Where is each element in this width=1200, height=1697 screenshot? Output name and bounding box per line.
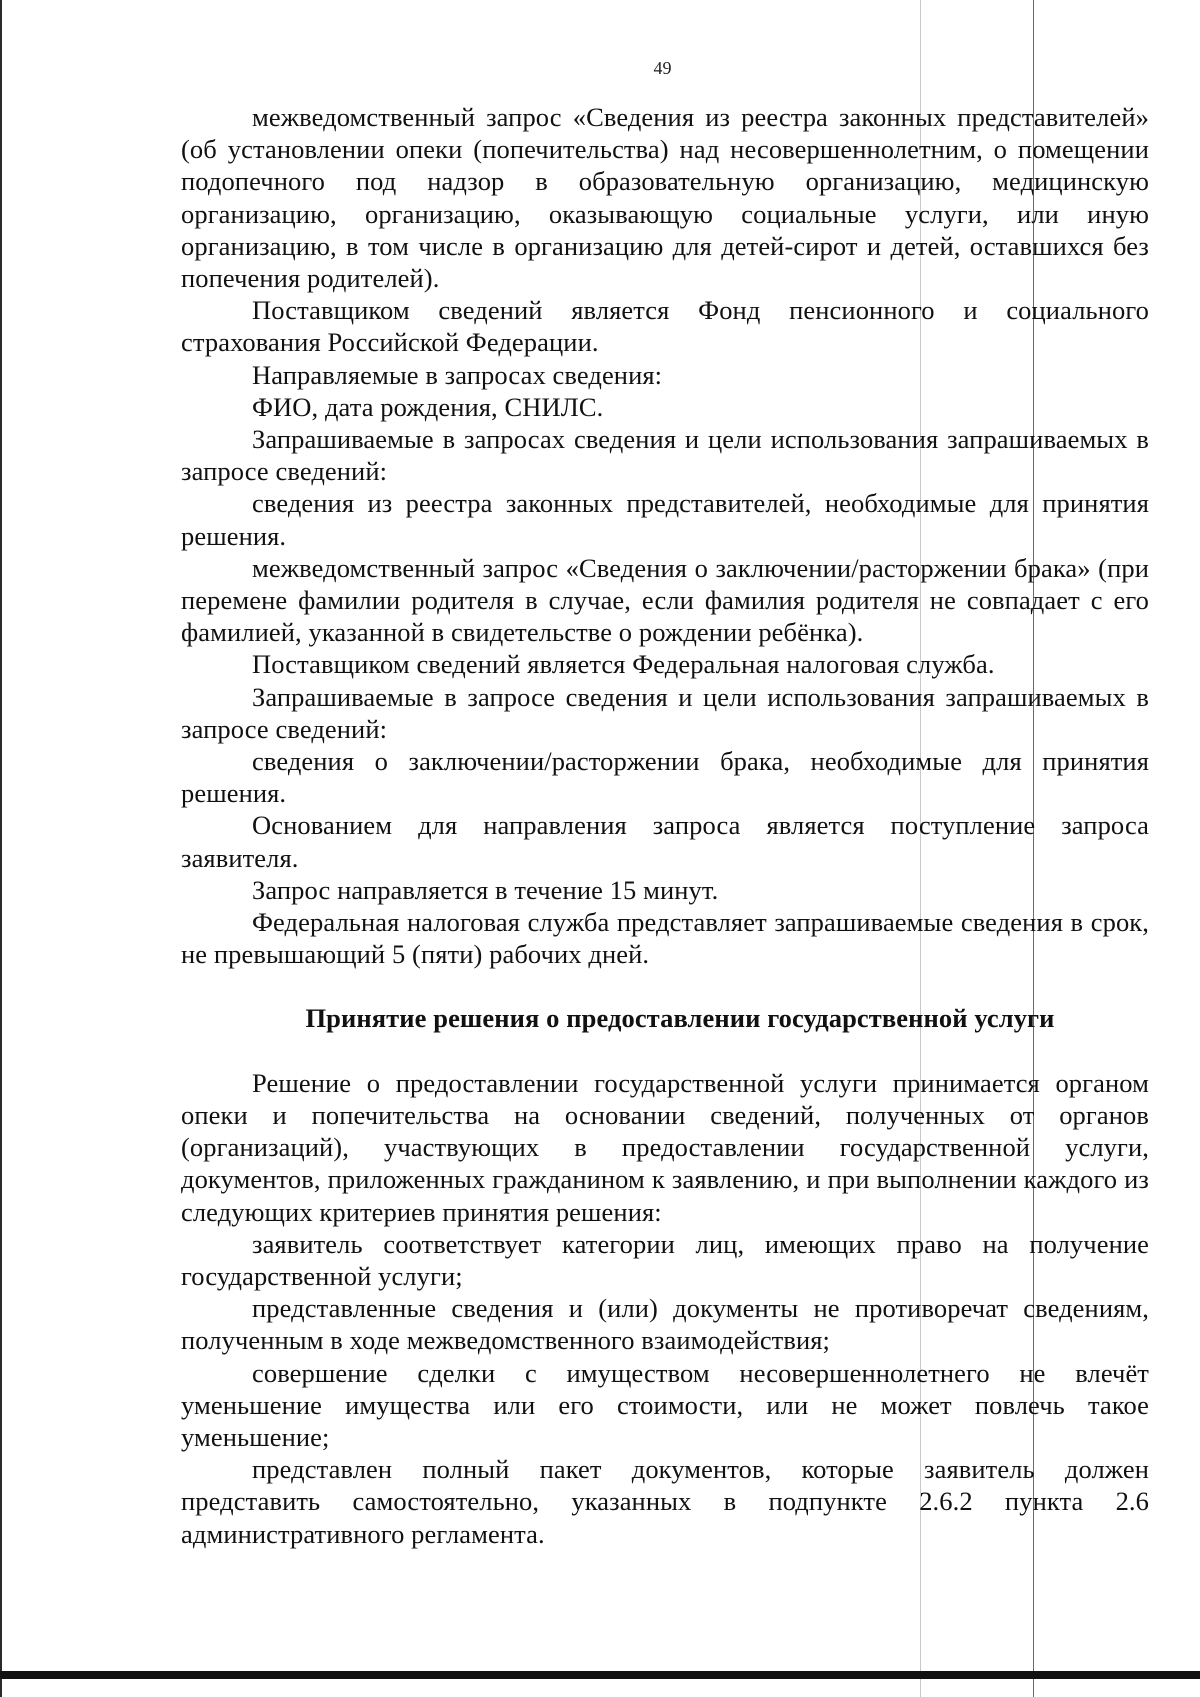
paragraph: межведомственный запрос «Сведения из реестра законных представителей» (об установлении опеки (попечительства) над несовершеннолетним, о помещении подопечного под надзор в образовательную организацию, медицинскую организацию, организацию, оказывающую социальные услуги, или иную организацию, в том числе в организацию для детей-сирот и детей, оставшихся без попечения родителей). xyxy=(181,102,1149,294)
paragraph: Запрашиваемые в запросах сведения и цели использования запрашиваемых в запросе сведений: xyxy=(181,424,1149,487)
paragraph: Направляемые в запросах сведения: xyxy=(252,359,663,390)
section-heading: Принятие решения о предоставлении государственной услуги xyxy=(305,1003,1055,1034)
paragraph: Решение о предоставлении государственной услуги принимается органом опеки и попечительства на основании сведений, полученных от органов (организаций), участвующих в предоставлении государственной услуги, документов, приложенных гражданином к заявлению, и при выполнении каждого из следующих критериев принятия решения: xyxy=(181,1067,1149,1227)
paragraph: Запрос направляется в течение 15 минут. xyxy=(252,874,719,905)
page-number: 49 xyxy=(653,58,672,78)
paragraph: Основанием для направления запроса является поступление запроса заявителя. xyxy=(181,810,1149,873)
paragraph: сведения о заключении/расторжении брака, необходимые для принятия решения. xyxy=(181,746,1149,809)
paragraph: совершение сделки с имуществом несовершеннолетнего не влечёт уменьшение имущества или его стоимости, или не может повлечь такое уменьшение; xyxy=(181,1357,1149,1452)
document-body xyxy=(181,101,1149,1550)
paragraph: заявитель соответствует категории лиц, имеющих право на получение государственной услуги; xyxy=(181,1228,1149,1291)
paragraph: представленные сведения и (или) документы не противоречат сведениям, полученным в ходе межведомственного взаимодействия; xyxy=(181,1293,1149,1356)
paragraph: Поставщиком сведений является Фонд пенсионного и социального страхования Российской Федерации. xyxy=(181,295,1149,358)
paragraph: ФИО, дата рождения, СНИЛС. xyxy=(252,391,604,422)
scan-left-edge xyxy=(0,0,2,1697)
paragraph: Запрашиваемые в запросе сведения и цели использования запрашиваемых в запросе сведений: xyxy=(181,681,1149,744)
paragraph: сведения из реестра законных представителей, необходимые для принятия решения. xyxy=(181,488,1149,551)
paragraph: Федеральная налоговая служба представляет запрашиваемые сведения в срок, не превышающий 5 (пяти) рабочих дней. xyxy=(181,907,1149,970)
paragraph: Поставщиком сведений является Федеральная налоговая служба. xyxy=(252,649,995,680)
paragraph: представлен полный пакет документов, которые заявитель должен представить самостоятельно, указанных в подпункте 2.6.2 пункта 2.6 административного регламента. xyxy=(181,1454,1149,1549)
scan-bottom-edge xyxy=(0,1671,1200,1679)
paragraph: межведомственный запрос «Сведения о заключении/расторжении брака» (при перемене фамилии родителя в случае, если фамилия родителя не совпадает с его фамилией, указанной в свидетельстве о рождении ребёнка). xyxy=(181,552,1149,648)
